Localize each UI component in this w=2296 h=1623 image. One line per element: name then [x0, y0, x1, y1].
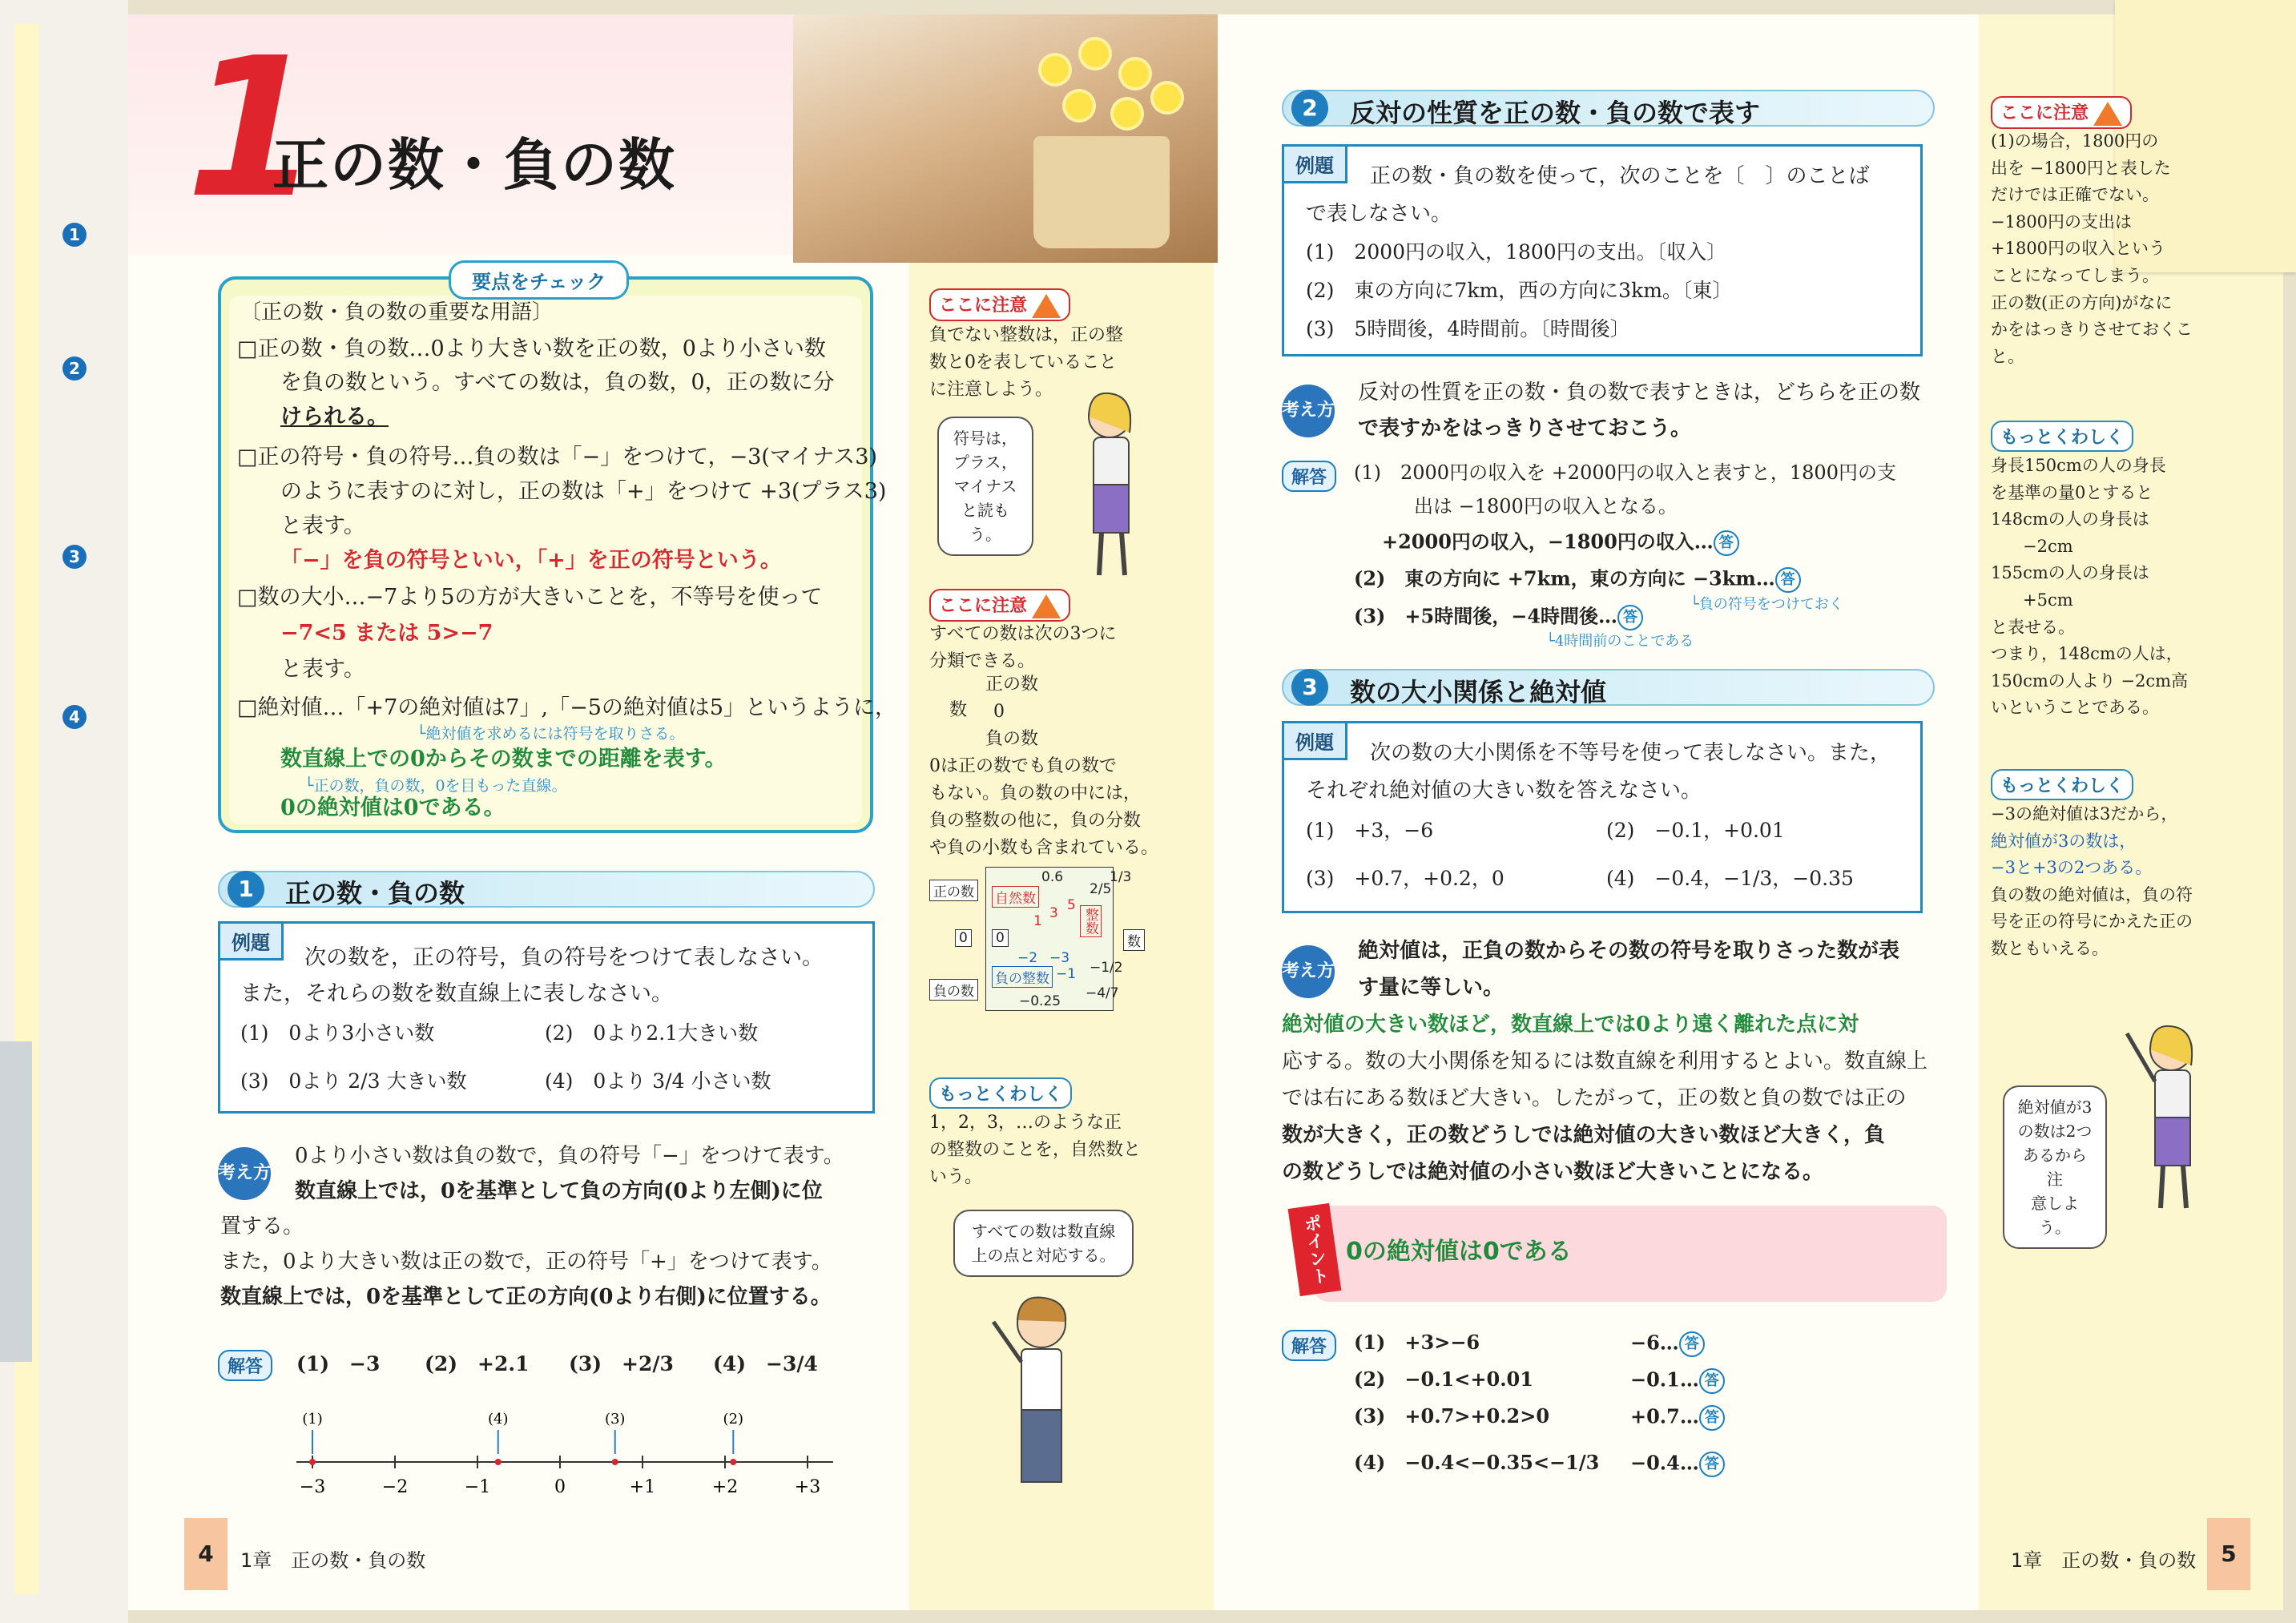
s3-q1: (1) +3，−6 — [1306, 819, 1434, 842]
left-page-number: 4 — [184, 1518, 228, 1590]
s1-k3: 置する。 — [220, 1214, 304, 1238]
numberline-point — [730, 1459, 736, 1465]
left-footer: 1章 正の数・負の数 — [240, 1549, 426, 1572]
s3-a2: (2) −0.1<+0.01 — [1354, 1367, 1533, 1391]
right-note-tag: ここに注意 — [1991, 96, 2132, 129]
chapter-number: 1 — [186, 16, 320, 240]
classify-label: 数 — [949, 700, 968, 720]
s1-a3: (3) +2/3 — [569, 1352, 674, 1375]
s2-k1: 反対の性質を正の数・負の数で表すときは，どちらを正の数 — [1358, 381, 1921, 405]
right-note: (1)の場合，1800円の 出を −1800円と表した だけでは正確でない。 −1800円の支出は +1800円の収入という ことになってしまう。 正の数(正の方向)がなに かをはっきりさせておくこ と。 — [1991, 131, 2193, 366]
chapter-title: 正の数・負の数 — [272, 132, 676, 198]
speech-bubble-signs: 符号は， プラス， マイナス と読もう。 — [937, 417, 1033, 556]
s2-a3-note: └4時間前のことである — [1546, 633, 1694, 650]
s1-k4: また，0より大きい数は正の数で，正の符号「+」をつけて表す。 — [220, 1250, 832, 1274]
kp-2-line4: 「−」を負の符号といい，「+」を正の符号という。 — [280, 548, 782, 573]
s2-q2: (2) 東の方向に7km，西の方向に3km。〔東〕 — [1306, 279, 1733, 302]
left-note2b: 0は正の数でも負の数で もない。負の数の中には， 負の整数の他に，負の分数 や負の小数も含まれている。 — [929, 756, 1159, 859]
s1-q2: (2) 0より2.1大きい数 — [545, 1021, 759, 1045]
edge-number-3: 3 — [62, 545, 87, 569]
s3-k3: 絶対値の大きい数ほど，数直線上では0より遠く離れた点に対 — [1282, 1013, 1859, 1037]
s1-q4: (4) 0より 3/4 小さい数 — [545, 1069, 771, 1093]
s3-answer-tag: 解答 — [1282, 1330, 1336, 1361]
s1-kangae-badge: 考え方 — [218, 1147, 271, 1200]
s2-kangae-badge: 考え方 — [1282, 385, 1335, 437]
s3-a2-r: −0.1… 答 — [1630, 1368, 1725, 1394]
s3-q3: (3) +0.7，+0.2，0 — [1306, 867, 1504, 890]
numberline-tick-label: +2 — [711, 1477, 739, 1497]
s2-a2-note: └負の符号をつけておく — [1690, 596, 1843, 613]
s3-q4: (4) −0.4，−1/3，−0.35 — [1606, 867, 1854, 890]
speech-bubble-abs: 絶対値が3 の数は2つ あるから注 意しよう。 — [2003, 1085, 2107, 1249]
numberline-tick-label: −2 — [381, 1477, 409, 1497]
section2-example-box: 例題 — [1282, 144, 1923, 356]
s2-a3: (3) +5時間後，−4時間後… 答 — [1354, 605, 1643, 630]
s3-k7: の数どうしでは絶対値の小さい数ほど大きいことになる。 — [1282, 1160, 1824, 1184]
numberline-tick-label: +1 — [629, 1477, 656, 1497]
kp-2-line3: と表す。 — [280, 513, 365, 538]
kp-4-line1: □絶対値…「+7の絶対値は7」,「−5の絶対値は5」というように， — [237, 695, 897, 720]
left-note2: すべての数は次の3つに 分類できる。 — [929, 624, 1117, 672]
s2-a2: (2) 東の方向に +7km，東の方向に −3km… 答 — [1354, 567, 1801, 593]
s2-a1c: +2000円の収入，−1800円の収入… 答 — [1382, 530, 1739, 556]
classify-list: 正の数 0 負の数 — [985, 675, 1039, 750]
kp-4-line2: 数直線上での0からその数までの距離を表す。 — [280, 747, 727, 771]
kp-3-line3: と表す。 — [280, 657, 365, 682]
kp-3-line1: □数の大小…−7より5の方が大きいことを，不等号を使って — [237, 585, 823, 610]
kp-4-line3: 0の絶対値は0である。 — [280, 795, 506, 820]
number-classification-diagram: 正の数 0 負の数 自然数 0 負の整数 整数 数 0.6 2/5 1/3 1 3 5 −2 −3 −1 −1/2 −4/7 −0.25 — [929, 865, 1146, 1017]
section1-title: 正の数・負の数 — [285, 878, 465, 908]
girl-illustration — [1065, 385, 1162, 585]
kp-1-line1: □正の数・負の数…0より大きい数を正の数，0より小さい数 — [237, 336, 826, 361]
s2-answer-tag: 解答 — [1282, 461, 1336, 492]
right-more2-tag: もっとくわしく — [1991, 769, 2133, 800]
kp-1-line2: を負の数という。すべての数は，負の数，0，正の数に分 — [280, 370, 835, 395]
right-more1-tag: もっとくわしく — [1991, 421, 2133, 452]
s3-a4-r: −0.4… 答 — [1630, 1452, 1725, 1477]
s2-e1: 正の数・負の数を使って，次のことを〔 〕のことば — [1370, 164, 1870, 188]
s2-k2: で表すかをはっきりさせておこう。 — [1358, 417, 1692, 441]
s1-a2: (2) +2.1 — [425, 1352, 530, 1375]
s2-a1b: 出は −1800円の収入となる。 — [1414, 495, 1678, 518]
s3-q2: (2) −0.1，+0.01 — [1606, 819, 1785, 842]
right-more2: −3の絶対値は3だから， 絶対値が3の数は， −3と+3の2つある。 負の数の絶対値は，負の符 号を正の符号にかえた正の 数ともいえる。 — [1991, 804, 2193, 958]
s3-k1: 絶対値は，正負の数からその数の符号を取りさった数が表 — [1358, 939, 1900, 963]
s3-k2: す量に等しい。 — [1358, 976, 1504, 1000]
numberline-point — [309, 1459, 316, 1465]
section2-title: 反対の性質を正の数・負の数で表す — [1350, 98, 1761, 128]
left-more: 1，2，3，…のような正 の整数のことを，自然数と いう。 — [929, 1113, 1142, 1188]
s3-e2: それぞれ絶対値の大きい数を答えなさい。 — [1306, 779, 1702, 803]
s1-q3: (3) 0より 2/3 大きい数 — [240, 1069, 467, 1093]
left-note2-tag: ここに注意 — [929, 589, 1070, 622]
right-more1: 身長150cmの人の身長 を基準の量0とすると 148cmの人の身長は −2cm 155cmの人の身長は +5cm と表せる。 つまり，148cmの人は， 150cmの人より −2cm高 いということである。 — [1991, 456, 2189, 718]
previous-page-edge — [0, 0, 128, 1623]
numberline-point — [612, 1459, 618, 1465]
s1-k1: 0より小さい数は負の数で，負の符号「−」をつけて表す。 — [295, 1144, 844, 1168]
s3-k5: では右にある数ほど大きい。したがって，正の数と負の数では正の — [1282, 1086, 1907, 1110]
s1-k2: 数直線上では，0を基準として負の方向(0より左側)に位 — [295, 1179, 823, 1203]
section3-number: 3 — [1291, 669, 1328, 706]
key-points-heading: 〔正の数・負の数の重要な用語〕 — [240, 300, 554, 324]
section3-example-box: 例題 — [1282, 721, 1923, 913]
s3-a1-r: −6… 答 — [1630, 1331, 1705, 1357]
example-tag: 例題 — [218, 921, 284, 961]
number-line — [272, 1406, 849, 1518]
s3-a4: (4) −0.4<−0.35<−1/3 — [1354, 1451, 1600, 1474]
kp-4-sub2: └正の数，負の数，0を目もった直線。 — [304, 777, 567, 795]
numberline-tick-label: +3 — [794, 1477, 821, 1497]
s1-q1: (1) 0より3小さい数 — [240, 1021, 435, 1045]
girl-illustration-2 — [2115, 1017, 2219, 1218]
s1-example-line2: また，それらの数を数直線上に表しなさい。 — [240, 981, 673, 1006]
s2-q3: (3) 5時間後，4時間前。〔時間後〕 — [1306, 317, 1630, 340]
section1-number: 1 — [228, 871, 264, 908]
s3-e1: 次の数の大小関係を不等号を使って表しなさい。また， — [1370, 741, 1891, 765]
kp-2-line1: □正の符号・負の符号…負の数は「−」をつけて，−3(マイナス3) — [237, 445, 878, 469]
kp-1-line3: けられる。 — [280, 405, 389, 429]
numberline-tick-label: −1 — [464, 1477, 491, 1497]
left-more-tag: もっとくわしく — [929, 1077, 1072, 1109]
s1-a1: (1) −3 — [296, 1352, 381, 1375]
key-points-tag: 要点をチェック — [449, 260, 629, 300]
point-tag: ポイント — [1288, 1203, 1342, 1296]
right-page-number: 5 — [2207, 1518, 2250, 1590]
numberline-tick-label: 0 — [554, 1477, 566, 1497]
point-text: 0の絶対値は0である — [1346, 1238, 1572, 1266]
s1-example-line1: 次の数を，正の符号，負の符号をつけて表しなさい。 — [304, 945, 824, 970]
flower-pot — [1033, 136, 1170, 248]
s3-k4: 応する。数の大小関係を知るには数直線を利用するとよい。数直線上 — [1282, 1049, 1928, 1073]
numberline-mark-label: (3) — [604, 1411, 626, 1428]
numberline-mark-label: (1) — [302, 1411, 323, 1428]
s3-a3: (3) +0.7>+0.2>0 — [1354, 1404, 1550, 1428]
s3-a1: (1) +3>−6 — [1354, 1331, 1480, 1354]
kp-3-line2: −7<5 または 5>−7 — [280, 621, 493, 646]
right-footer: 1章 正の数・負の数 — [2011, 1549, 2197, 1572]
left-note1-tag: ここに注意 — [929, 288, 1070, 321]
s1-k5: 数直線上では，0を基準として正の方向(0より右側)に位置する。 — [220, 1285, 832, 1309]
numberline-tick-label: −3 — [299, 1477, 326, 1497]
boy-illustration — [977, 1290, 1106, 1498]
s2-q1: (1) 2000円の収入，1800円の支出。〔収入〕 — [1306, 240, 1727, 264]
section3-title: 数の大小関係と絶対値 — [1350, 677, 1607, 707]
s3-k6: 数が大きく，正の数どうしでは絶対値の大きい数ほど大きく，負 — [1282, 1123, 1885, 1147]
s2-a1: (1) 2000円の収入を +2000円の収入と表すと，1800円の支 — [1354, 461, 1896, 484]
s3-kangae-badge: 考え方 — [1282, 945, 1335, 998]
s2-e2: で表しなさい。 — [1306, 202, 1452, 226]
s3-a3-r: +0.7… 答 — [1630, 1405, 1725, 1431]
section2-number: 2 — [1291, 90, 1328, 127]
kp-2-line2: のように表すのに対し，正の数は「+」をつけて +3(プラス3) — [280, 479, 887, 504]
numberline-point — [495, 1459, 501, 1465]
numberline-mark-label: (4) — [488, 1411, 509, 1428]
edge-number-1: 1 — [62, 223, 87, 247]
s1-a4: (4) −3/4 — [713, 1352, 818, 1375]
numberline-mark-label: (2) — [723, 1411, 744, 1428]
speech-bubble-numberline: すべての数は数直線 上の点と対応する。 — [953, 1210, 1134, 1277]
edge-number-2: 2 — [62, 356, 87, 381]
edge-number-4: 4 — [62, 705, 87, 729]
kp-4-sub1: └絶対値を求めるには符号を取りさる。 — [417, 725, 685, 743]
s1-answer-tag: 解答 — [218, 1350, 272, 1381]
left-note1: 負でない整数は，正の整 数と0を表していること に注意しよう。 — [929, 325, 1124, 401]
